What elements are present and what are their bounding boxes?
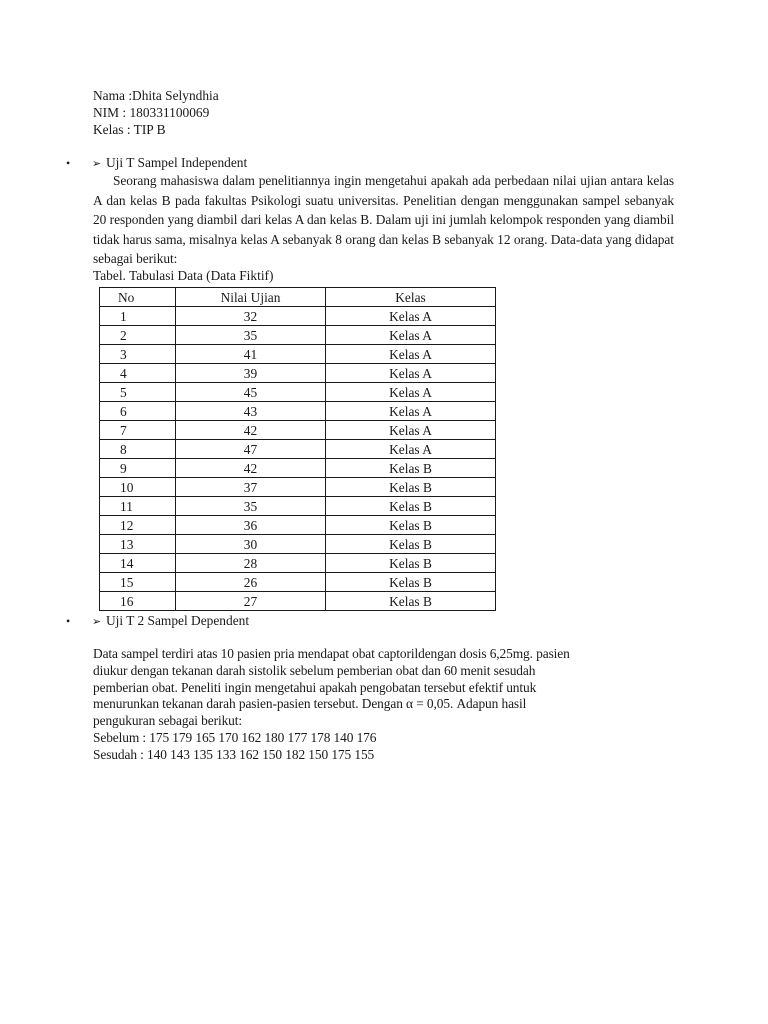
section-heading-dependent [66,612,249,631]
cell-score: 42 [176,459,326,478]
paragraph-line: pengukuran sebagai berikut: [93,713,243,729]
cell-score: 42 [176,421,326,440]
cell-class: Kelas B [326,592,496,611]
table-row [100,383,496,402]
dependent-description [93,646,663,764]
cell-score: 30 [176,535,326,554]
cell-score: 37 [176,478,326,497]
cell-no: 7 [100,421,176,440]
table-row [100,345,496,364]
table-row [100,497,496,516]
table-row [100,516,496,535]
student-info-block [93,87,219,138]
cell-class: Kelas A [326,421,496,440]
cell-class: Kelas A [326,326,496,345]
cell-no: 10 [100,478,176,497]
paragraph-line: Seorang mahasiswa dalam penelitiannya ingin mengetahui apakah ada perbedaan nilai [113,173,577,188]
cell-score: 28 [176,554,326,573]
paragraph-line: menggunakan sampel sebanyak 20 responden yang diambil dari kelas A dan kelas B. Dalam [93,192,674,227]
cell-score: 45 [176,383,326,402]
cell-no: 5 [100,383,176,402]
cell-no: 1 [100,307,176,326]
cell-score: 32 [176,307,326,326]
table-row [100,592,496,611]
cell-class: Kelas A [326,307,496,326]
cell-score: 43 [176,402,326,421]
table-row [100,421,496,440]
independent-description [93,171,674,269]
cell-no: 4 [100,364,176,383]
bullet-icon: • [66,614,71,628]
cell-no: 13 [100,535,176,554]
cell-no: 9 [100,459,176,478]
arrow-bullet-icon: ➢ [92,616,102,628]
table-row [100,573,496,592]
paragraph-line: menurunkan tekanan darah pasien-pasien tersebut. Dengan α = 0,05. Adapun hasil [93,696,527,712]
table-row [100,478,496,497]
table-body [100,307,496,611]
cell-score: 36 [176,516,326,535]
cell-class: Kelas B [326,516,496,535]
paragraph-line: uji ini jumlah kelompok responden yang diambil tidak harus sama, misalnya kelas A [93,212,674,247]
cell-class: Kelas B [326,554,496,573]
cell-class: Kelas A [326,440,496,459]
paragraph-line: diukur dengan tekanan darah sistolik sebelum pemberian obat dan 60 menit sesudah [93,662,536,678]
table-row [100,364,496,383]
cell-class: Kelas B [326,573,496,592]
cell-score: 27 [176,592,326,611]
before-measurements: Sebelum : 175 179 165 170 162 180 177 178 140 176 [93,729,377,745]
section-title: Uji T Sampel Independent [106,155,248,170]
bullet-icon: • [66,156,71,170]
column-header-class: Kelas [326,288,496,307]
cell-class: Kelas B [326,535,496,554]
cell-no: 11 [100,497,176,516]
cell-class: Kelas B [326,478,496,497]
cell-score: 35 [176,326,326,345]
after-measurements: Sesudah : 140 143 135 133 162 150 182 150 175 155 [93,746,375,762]
cell-score: 35 [176,497,326,516]
cell-score: 41 [176,345,326,364]
section-title: Uji T 2 Sampel Dependent [106,613,250,628]
table-row [100,440,496,459]
student-name: Nama :Dhita Selyndhia [93,88,219,103]
table-row [100,402,496,421]
arrow-bullet-icon: ➢ [92,158,102,170]
table-row [100,554,496,573]
cell-class: Kelas A [326,364,496,383]
table-caption: Tabel. Tabulasi Data (Data Fiktif) [93,268,274,283]
cell-no: 12 [100,516,176,535]
cell-class: Kelas B [326,459,496,478]
cell-class: Kelas A [326,402,496,421]
table-row [100,459,496,478]
table-row [100,307,496,326]
paragraph-line: Data sampel terdiri atas 10 pasien pria mendapat obat captorildengan dosis 6,25mg. pasien [93,646,570,661]
cell-no: 8 [100,440,176,459]
table-row [100,535,496,554]
cell-score: 39 [176,364,326,383]
cell-class: Kelas A [326,383,496,402]
cell-class: Kelas A [326,345,496,364]
cell-score: 47 [176,440,326,459]
paragraph-line: pemberian obat. Peneliti ingin mengetahui apakah pengobatan tersebut efektif untuk [93,679,537,695]
cell-no: 15 [100,573,176,592]
student-class: Kelas : TIP B [93,122,166,137]
student-nim: NIM : 180331100069 [93,105,210,120]
cell-class: Kelas B [326,497,496,516]
paragraph-line: ujian antara kelas A dan kelas B pada fakultas Psikologi suatu universitas. Penelitian dengan [93,173,674,208]
cell-no: 3 [100,345,176,364]
table-header-row [100,288,496,307]
cell-no: 6 [100,402,176,421]
cell-no: 16 [100,592,176,611]
data-table [99,287,496,611]
cell-score: 26 [176,573,326,592]
table-row [100,326,496,345]
column-header-score: Nilai Ujian [176,288,326,307]
column-header-no: No [100,288,176,307]
cell-no: 14 [100,554,176,573]
cell-no: 2 [100,326,176,345]
paragraph-line: sebanyak 8 orang dan kelas B sebanyak 12 orang. Data-data yang didapat sebagai berikut: [93,231,674,266]
